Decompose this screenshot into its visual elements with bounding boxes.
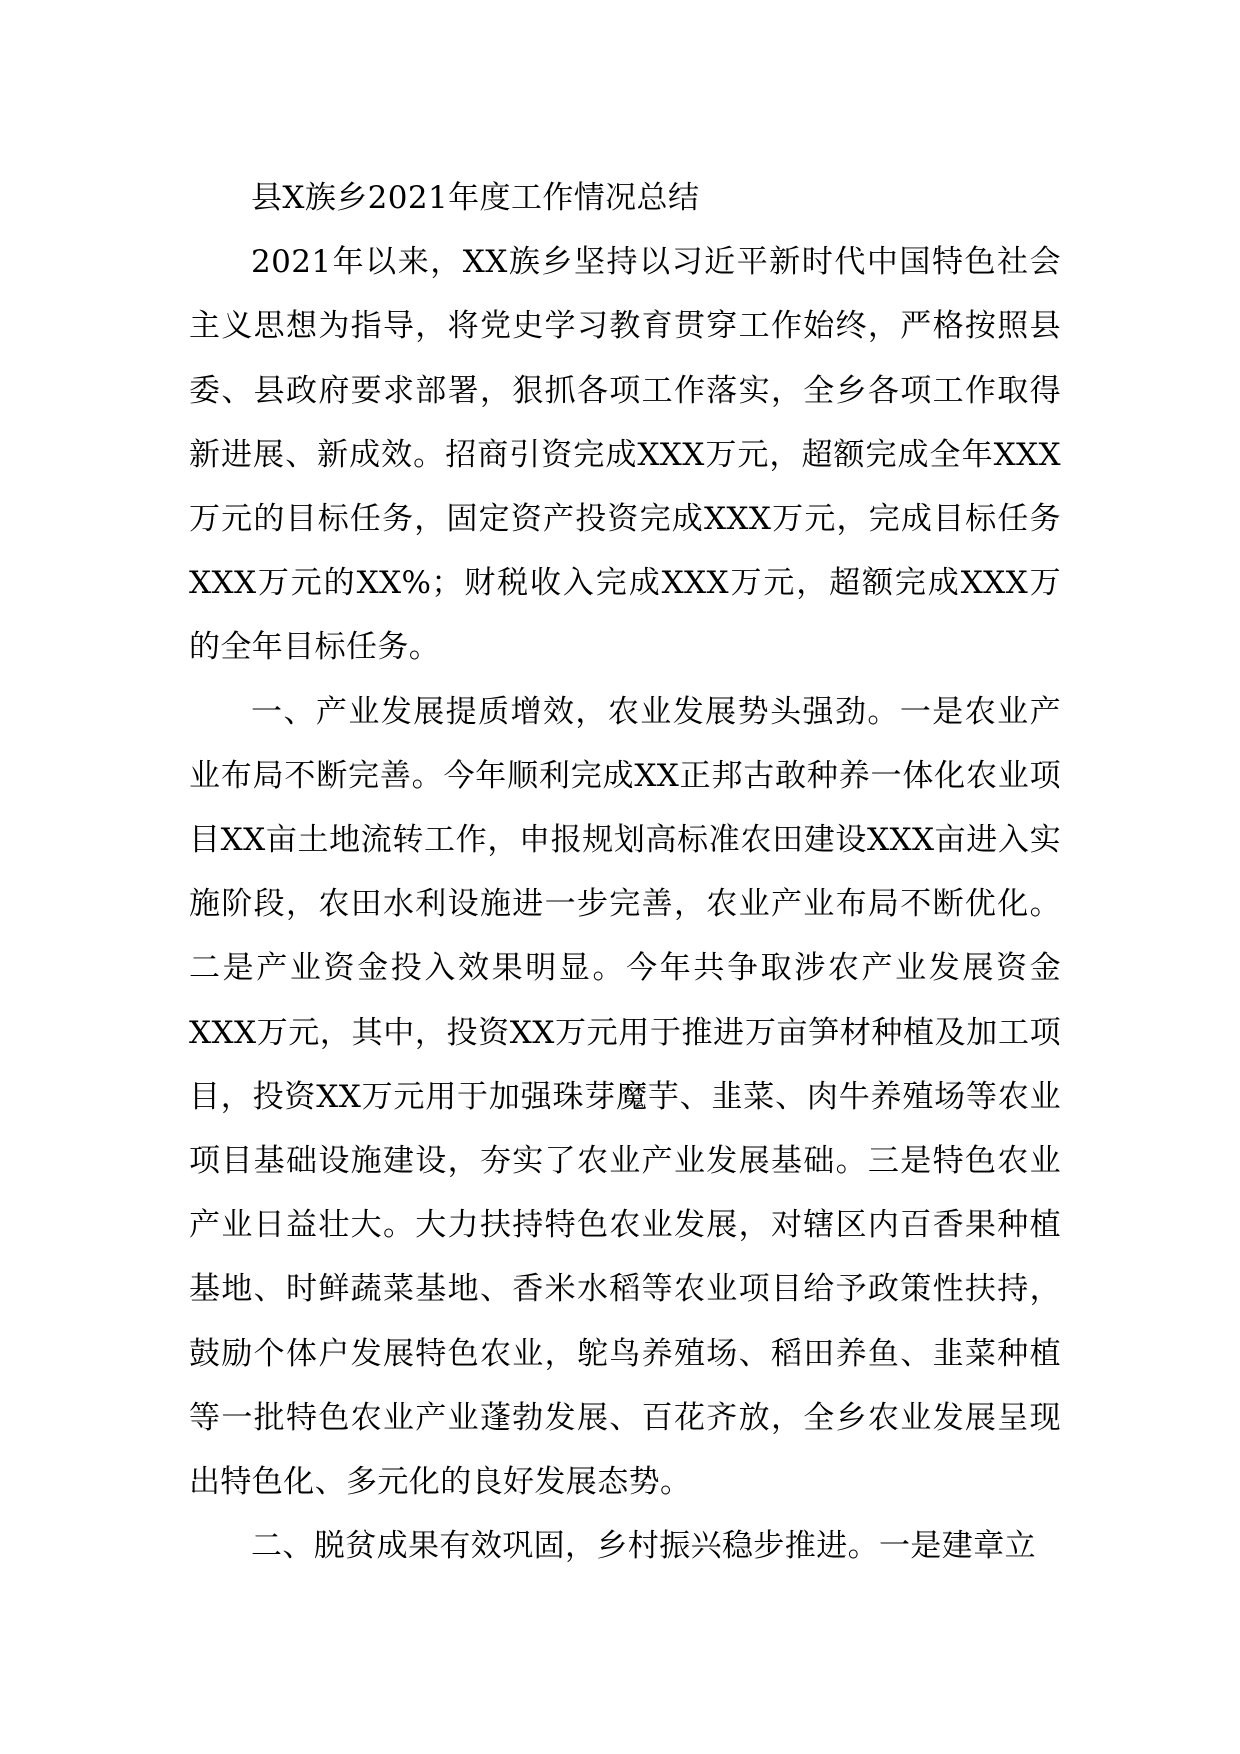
paragraph-section-two: 二、脱贫成果有效巩固，乡村振兴稳步推进。一是建章立 [251, 1528, 1036, 1565]
paragraph-intro: 2021年以来，XX族乡坚持以习近平新时代中国特色社会主义思想为指导，将党史学习教育贯穿工作始终，严格按照县委、县政府要求部署，狠抓各项工作落实，全乡各项工作取得新进展、新成效。招商引资完成XXX万元，超额完成全年XXX万元的目标任务，固定资产投资完成XXX万元，完成目标任务XXX万元的XX%；财税收入完成XXX万元，超额完成XXX万的全年目标任务。 [189, 244, 1061, 666]
document-body [189, 166, 1061, 1578]
document-title: 县X族乡2021年度工作情况总结 [251, 180, 700, 216]
paragraph-section-one: 一、产业发展提质增效，农业发展势头强劲。一是农业产业布局不断完善。今年顺利完成XX正邦古敢种养一体化农业项目XX亩土地流转工作，申报规划高标准农田建设XXX亩进入实施阶段，农田水利设施进一步完善，农业产业布局不断优化。二是产业资金投入效果明显。今年共争取涉农产业发展资金XXX万元，其中，投资XX万元用于推进万亩笋材种植及加工项目，投资XX万元用于加强珠芽魔芋、韭菜、肉牛养殖场等农业项目基础设施建设，夯实了农业产业发展基础。三是特色农业产业日益壮大。大力扶持特色农业发展，对辖区内百香果种植基地、时鲜蔬菜基地、香米水稻等农业项目给予政策性扶持，鼓励个体户发展特色农业，鸵鸟养殖场、稻田养鱼、韭菜种植等一批特色农业产业蓬勃发展、百花齐放，全乡农业发展呈现出特色化、多元化的良好发展态势。 [189, 693, 1061, 1501]
